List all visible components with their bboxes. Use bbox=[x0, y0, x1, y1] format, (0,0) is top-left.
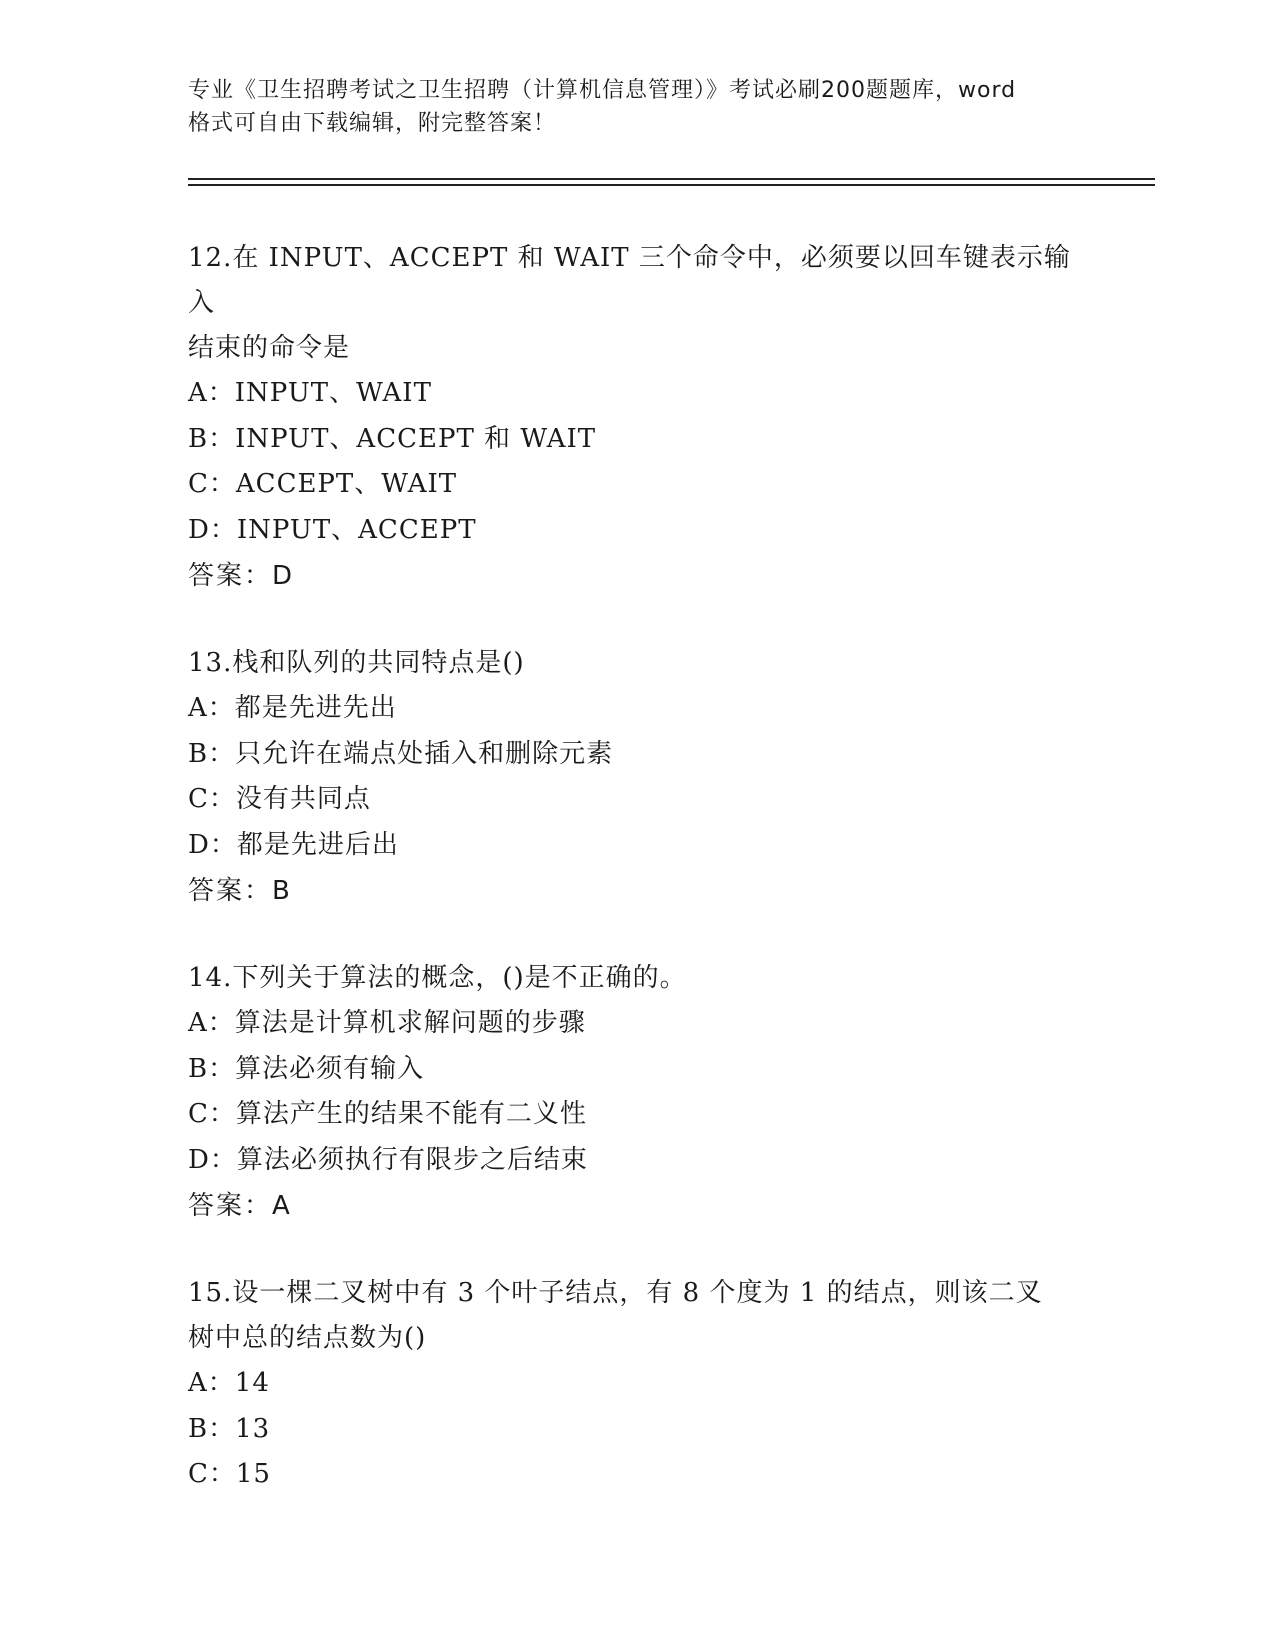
option-a: A：14 bbox=[188, 1368, 270, 1398]
option-d: D：算法必须执行有限步之后结束 bbox=[188, 1144, 588, 1175]
option-b: B：算法必须有输入 bbox=[188, 1053, 425, 1084]
option-c: C：15 bbox=[188, 1459, 271, 1489]
question-stem-line: 结束的命令是 bbox=[188, 333, 351, 363]
question-stem-line: 15.设一棵二叉树中有 3 个叶子结点，有 8 个度为 1 的结点，则该二叉 bbox=[188, 1278, 1043, 1308]
option-d: D：都是先进后出 bbox=[188, 829, 399, 860]
option-b: B：INPUT、ACCEPT 和 WAIT bbox=[188, 423, 597, 454]
question-stem-line: 13.栈和队列的共同特点是() bbox=[188, 648, 525, 678]
question-stem-line: 14.下列关于算法的概念，()是不正确的。 bbox=[188, 963, 687, 993]
question-14 bbox=[188, 956, 1088, 1229]
option-a: A：都是先进先出 bbox=[188, 693, 397, 723]
document-header bbox=[188, 74, 1088, 140]
question-13 bbox=[188, 641, 1088, 914]
option-a: A：算法是计算机求解问题的步骤 bbox=[188, 1008, 586, 1038]
question-12 bbox=[188, 236, 1088, 599]
header-line-1: 专业《卫生招聘考试之卫生招聘（计算机信息管理）》考试必刷200题题库，word bbox=[188, 78, 1017, 103]
header-line-2: 格式可自由下载编辑，附完整答案！ bbox=[188, 111, 557, 136]
question-stem-line: 树中总的结点数为() bbox=[188, 1323, 427, 1353]
option-a: A：INPUT、WAIT bbox=[188, 378, 432, 408]
answer: 答案：D bbox=[188, 561, 295, 591]
option-d: D：INPUT、ACCEPT bbox=[188, 514, 477, 545]
answer: 答案：A bbox=[188, 1191, 292, 1221]
question-stem-line: 12.在 INPUT、ACCEPT 和 WAIT 三个命令中，必须要以回车键表示输入 bbox=[188, 243, 1071, 318]
option-c: C：没有共同点 bbox=[188, 784, 371, 814]
option-b: B：只允许在端点处插入和删除元素 bbox=[188, 738, 614, 769]
option-b: B：13 bbox=[188, 1413, 271, 1444]
header-rule-top bbox=[188, 178, 1155, 180]
question-15 bbox=[188, 1271, 1088, 1498]
header-rule-bottom bbox=[188, 184, 1155, 186]
option-c: C：ACCEPT、WAIT bbox=[188, 469, 458, 499]
question-list bbox=[188, 236, 1088, 1540]
answer: 答案：B bbox=[188, 876, 292, 906]
option-c: C：算法产生的结果不能有二义性 bbox=[188, 1099, 587, 1129]
